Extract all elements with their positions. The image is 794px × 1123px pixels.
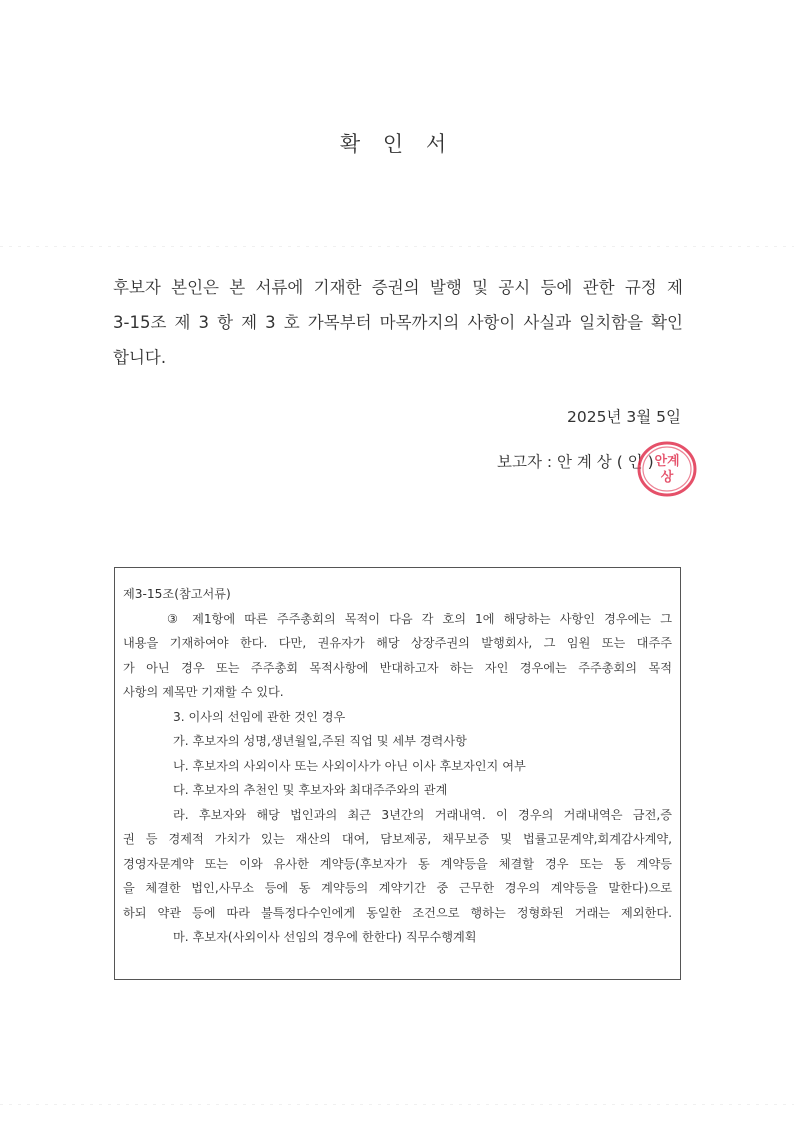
confirmation-line: 3-15조 제 3 항 제 3 호 가목부터 마목까지의 사항이 사실과 일치함을 확인 — [113, 313, 683, 332]
reference-box — [114, 567, 681, 980]
reference-item-ra-line: 경영자문계약 또는 이와 유사한 계약등(후보자가 동 계약등을 체결할 경우 또는 동 계약등 — [123, 856, 672, 871]
reference-sub-item: 가. 후보자의 성명,생년월일,주된 직업 및 세부 경력사항 — [173, 734, 467, 748]
reference-item-ra-line: 권 등 경제적 가치가 있는 재산의 대여, 담보제공, 채무보증 및 법률고문계약,회계감사계약, — [123, 832, 672, 846]
reference-item-ra-line: 하되 약관 등에 따라 불특정다수인에게 동일한 조건으로 행하는 정형화된 거래는 제외한다. — [123, 905, 672, 920]
reporter-signature-line: 보고자 : 안 계 상 ( 인 ) — [497, 453, 654, 471]
confirmation-paragraph — [113, 270, 683, 375]
scan-edge-top — [0, 246, 794, 247]
confirmation-line: 후보자 본인은 본 서류에 기재한 증권의 발행 및 공시 등에 관한 규정 제 — [113, 278, 683, 297]
reference-item-3: 3. 이사의 선임에 관한 것인 경우 — [173, 709, 346, 724]
reference-paragraph-line: ③ 제1항에 따른 주주총회의 목적이 다음 각 호의 1에 해당하는 사항인 경우에는 그 — [167, 611, 672, 626]
reference-item-ma: 마. 후보자(사외이사 선임의 경우에 한한다) 직무수행계획 — [173, 930, 477, 944]
reference-item-ra-line: 라. 후보자와 해당 법인과의 최근 3년간의 거래내역. 이 경우의 거래내역은 금전,증 — [173, 807, 672, 822]
confirmation-line: 합니다. — [113, 348, 167, 367]
reference-heading: 제3-15조(참고서류) — [123, 587, 231, 601]
reference-sub-item: 다. 후보자의 추천인 및 후보자와 최대주주와의 관계 — [173, 783, 448, 797]
document-title: 확 인 서 — [339, 132, 455, 156]
seal-stamp-icon — [636, 440, 698, 498]
svg-text:안계: 안계 — [654, 454, 680, 469]
reference-item-ra-line: 을 체결한 법인,사무소 등에 동 계약등의 계약기간 중 근무한 경우의 계약등을 말한다)으로 — [123, 881, 672, 895]
document-date: 2025년 3월 5일 — [567, 408, 681, 426]
reference-paragraph-line: 사항의 제목만 기재할 수 있다. — [123, 685, 284, 699]
reference-paragraph-line: 내용을 기재하여야 한다. 다만, 권유자가 해당 상장주권의 발행회사, 그 임원 또는 대주주 — [123, 636, 672, 650]
svg-text:상: 상 — [660, 470, 674, 485]
reference-paragraph-line: 가 아닌 경우 또는 주주총회 목적사항에 반대하고자 하는 자인 경우에는 주주총회의 목적 — [123, 660, 672, 675]
reference-sub-item: 나. 후보자의 사외이사 또는 사외이사가 아닌 이사 후보자인지 여부 — [173, 758, 526, 773]
scan-edge-bottom — [0, 1104, 794, 1105]
